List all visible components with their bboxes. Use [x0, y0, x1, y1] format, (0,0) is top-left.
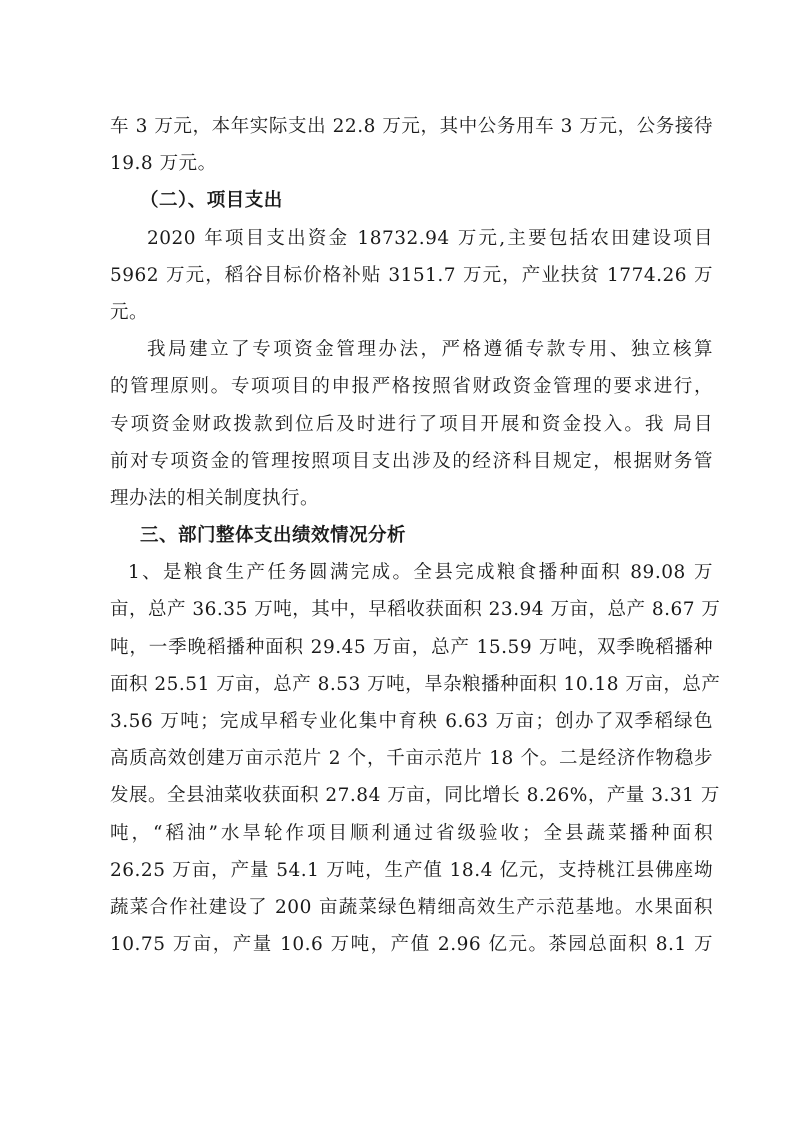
text-line: 车 3 万元，本年实际支出 22.8 万元，其中公务用车 3 万元，公务接待: [110, 116, 713, 137]
text-line: 我局建立了专项资金管理办法，严格遵循专款专用、独立核算: [147, 339, 713, 361]
text-line: 吨，一季晚稻播种面积 29.45 万亩，总产 15.59 万吨，双季晚稻播种: [110, 636, 713, 658]
text-line: 亩，总产 36.35 万吨，其中，早稻收获面积 23.94 万亩，总产 8.67 万: [110, 599, 721, 621]
text-line: 面积 25.51 万亩，总产 8.53 万吨，旱杂粮播种面积 10.18 万亩，总产: [110, 673, 721, 695]
text-line: 吨，“稻油”水旱轮作项目顺利通过省级验收；全县蔬菜播种面积: [110, 822, 713, 844]
text-line: 的管理原则。专项项目的申报严格按照省财政资金管理的要求进行，: [110, 376, 713, 398]
section-heading-performance-analysis: 三、部门整体支出绩效情况分析: [140, 525, 407, 547]
text-line: 2020 年项目支出资金 18732.94 万元,主要包括农田建设项目: [147, 227, 713, 249]
text-line: 高质高效创建万亩示范片 2 个，千亩示范片 18 个。二是经济作物稳步: [110, 748, 713, 770]
text-line: 专项资金财政拨款到位后及时进行了项目开展和资金投入。我 局目: [110, 413, 713, 435]
text-line: 蔬菜合作社建设了 200 亩蔬菜绿色精细高效生产示范基地。水果面积: [110, 896, 713, 918]
text-line: 前对专项资金的管理按照项目支出涉及的经济科目规定，根据财务管: [110, 450, 713, 472]
text-line: 10.75 万亩，产量 10.6 万吨，产值 2.96 亿元。茶园总面积 8.1 万: [110, 934, 713, 956]
document-body: [110, 108, 721, 963]
text-line: 19.8 万元。: [110, 153, 217, 175]
text-line: 5962 万元，稻谷目标价格补贴 3151.7 万元，产业扶贫 1774.26 万: [110, 264, 713, 286]
text-line: 发展。全县油菜收获面积 27.84 万亩，同比增长 8.26%，产量 3.31 万: [110, 785, 720, 807]
text-line: 1、是粮食生产任务圆满完成。全县完成粮食播种面积 89.08 万: [128, 562, 713, 584]
text-line: 元。: [110, 301, 149, 323]
text-line: 26.25 万亩，产量 54.1 万吨，生产值 18.4 亿元，支持桃江县佛座坳: [110, 859, 713, 881]
section-heading-project-expenditure: （二）、项目支出: [140, 190, 283, 212]
text-line: 理办法的相关制度执行。: [110, 487, 320, 509]
text-line: 3.56 万吨；完成早稻专业化集中育秧 6.63 万亩；创办了双季稻绿色: [110, 711, 713, 732]
